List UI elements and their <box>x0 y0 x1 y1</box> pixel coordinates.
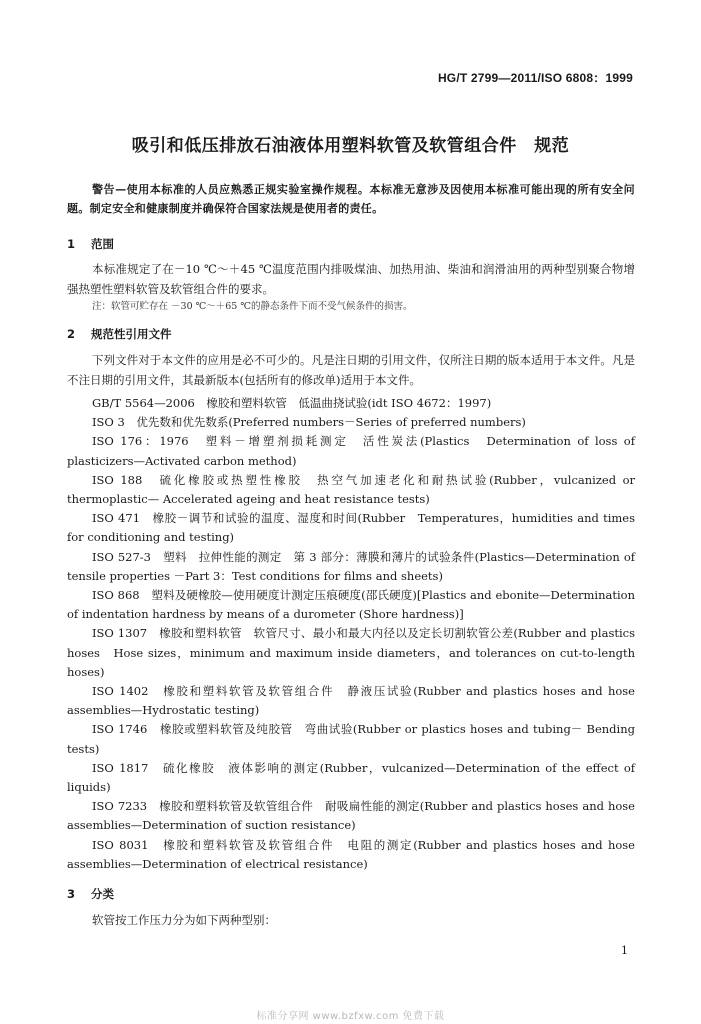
standard-code: HG/T 2799—2011/ISO 6808：1999 <box>437 71 633 85</box>
section-3-heading <box>67 886 114 902</box>
footer-watermark: 标准分享网 www.bzfxw.com 免费下载 <box>256 1011 445 1022</box>
section-number: 3 <box>67 887 76 901</box>
section-number: 1 <box>67 237 76 251</box>
reference-item: ISO 868 塑料及硬橡胶—使用硬度计测定压痕硬度(邵氏硬度)[Plastics and ebonite—Determination of indentation hardness by means of a durometer (Shore hardness)] <box>67 588 635 622</box>
classification-paragraph: 软管按工作压力分为如下两种型别： <box>92 913 276 927</box>
page-number: 1 <box>621 944 628 957</box>
reference-item: GB/T 5564—2006 橡胶和塑料软管 低温曲挠试验(idt ISO 4672：1997) <box>92 396 492 410</box>
section-1-heading <box>67 236 114 252</box>
reference-item: ISO 188 硫化橡胶或热塑性橡胶 热空气加速老化和耐热试验(Rubber，vulcanized or thermoplastic— Accelerated ageing and heat resistance tests) <box>67 472 635 507</box>
reference-item: ISO 3 优先数和优先数系(Preferred numbers－Series of preferred numbers) <box>92 415 526 430</box>
document-title: 吸引和低压排放石油液体用塑料软管及软管组合件 规范 <box>131 136 570 156</box>
section-title: 范围 <box>91 237 114 251</box>
scope-paragraph: 本标准规定了在－10 ℃～＋45 ℃温度范围内排吸煤油、加热用油、柴油和润滑油用的两种型别聚合物增强热塑性塑料软管及软管组合件的要求。 <box>67 262 635 296</box>
section-title: 分类 <box>91 887 114 901</box>
references-intro-paragraph: 下列文件对于本文件的应用是必不可少的。凡是注日期的引用文件，仅所注日期的版本适用于本文件。凡是不注日期的引用文件，其最新版本(包括所有的修改单)适用于本文件。 <box>67 353 635 387</box>
reference-item: ISO 471 橡胶－调节和试验的温度、湿度和时间(Rubber Temperatures，humidities and times for conditioning and testing) <box>67 511 635 545</box>
reference-item: ISO 7233 橡胶和塑料软管及软管组合件 耐吸扁性能的测定(Rubber and plastics hoses and hose assemblies—Determination of suction resistance) <box>67 799 635 833</box>
reference-item: ISO 8031 橡胶和塑料软管及软管组合件 电阻的测定(Rubber and plastics hoses and hose assemblies—Determination of electrical resistance) <box>67 837 635 871</box>
section-title: 规范性引用文件 <box>91 327 172 341</box>
reference-item: ISO 1817 硫化橡胶 液体影响的测定(Rubber，vulcanized—Determination of the effect of liquids) <box>67 760 635 795</box>
reference-item: ISO 1746 橡胶或塑料软管及纯胶管 弯曲试验(Rubber or plastics hoses and tubing－ Bending tests) <box>67 722 635 756</box>
section-number: 2 <box>67 327 76 341</box>
reference-item: ISO 527-3 塑料 拉伸性能的测定 第 3 部分：薄膜和薄片的试验条件(Plastics—Determination of tensile properties －Part 3：Test conditions for films and sheets) <box>67 549 635 583</box>
section-2-heading <box>67 326 172 342</box>
scope-note: 注：软管可贮存在 －30 ℃～＋65 ℃的静态条件下而不受气候条件的损害。 <box>92 301 413 312</box>
normative-references-list <box>67 394 635 874</box>
warning-paragraph: 警告—使用本标准的人员应熟悉正规实验室操作规程。本标准无意涉及因使用本标准可能出现的所有安全问题。制定安全和健康制度并确保符合国家法规是使用者的责任。 <box>67 183 635 215</box>
reference-item: ISO 176：1976 塑料－增塑剂损耗测定 活性炭法(Plastics Determination of loss of plasticizers—Activated carbon method) <box>67 434 635 468</box>
reference-item: ISO 1307 橡胶和塑料软管 软管尺寸、最小和最大内径以及定长切割软管公差(Rubber and plastics hoses Hose sizes，minimum and maximum inside diameters，and tolerances on cut-to-length hoses) <box>67 626 635 679</box>
reference-item: ISO 1402 橡胶和塑料软管及软管组合件 静液压试验(Rubber and plastics hoses and hose assemblies—Hydrostatic testing) <box>67 684 635 718</box>
